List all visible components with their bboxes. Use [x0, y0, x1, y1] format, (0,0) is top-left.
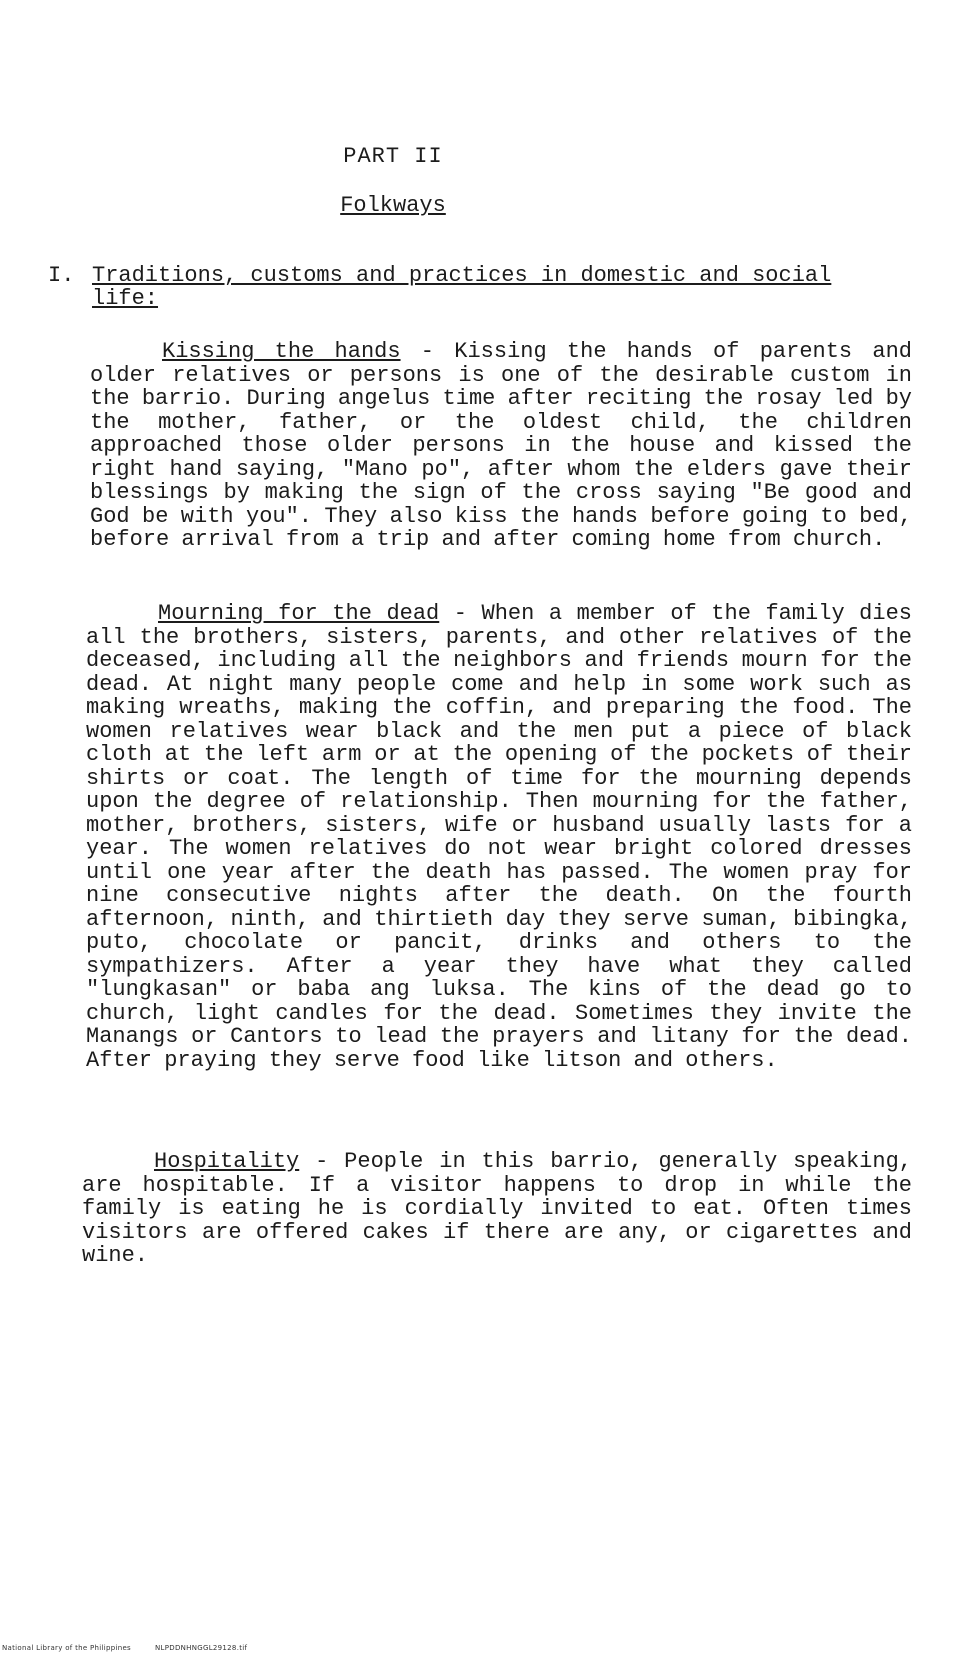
paragraph-lead: Kissing the hands [162, 339, 401, 364]
footer-library: National Library of the Philippines [2, 1644, 131, 1652]
paragraph-hospitality [82, 1150, 912, 1268]
section-title-folkways: Folkways [340, 193, 446, 218]
paragraph-kissing-hands [90, 340, 912, 552]
paragraph-text: - When a member of the family dies all the brothers, sisters, parents, and other relatives of the deceased, including all the neighbors and friends mourn for the dead. At night many people come and help in some work such as making wreaths, making the coffin, and preparing the food. The women relatives wear black and the men put a piece of black cloth at the left arm or at the opening of the pockets of their shirts or coat. The length of time for the mourning depends upon the degree of relationship. Then mourning for the father, mother, brothers, sisters, wife or husband usually lasts for a year. The women relatives do not wear bright colored dresses until one year after the death has passed. The women pray for nine consecutive nights after the death. On the fourth afternoon, ninth, and thirtieth day they serve suman, bibingka, puto, chocolate or pancit, drinks and others to the sympathizers. After a year they have what they called "lungkasan" or baba ang luksa. The kins of the dead go to church, light candles for the dead. Sometimes they invite the Manangs or Cantors to lead the prayers and litany for the dead. After praying they serve food like litson and others. [86, 601, 912, 1073]
section-number: I. [48, 263, 75, 288]
paragraph-text: - Kissing the hands of parents and older relatives or persons is one of the desirable custom in the barrio. During angelus time after reciting the rosay led by the mother, father, or the oldest child, the children approached those older persons in the house and kissed the right hand saying, "Mano po", after whom the elders gave their blessings by making the sign of the cross saying "Be good and God be with you". They also kiss the hands before going to bed, before arrival from a trip and after coming home from church. [90, 339, 912, 552]
paragraph-mourning [86, 602, 912, 1072]
part-title: PART II [343, 144, 443, 169]
scan-footer [2, 1644, 247, 1652]
section-heading: Traditions, customs and practices in domestic and social life: [92, 263, 832, 311]
paragraph-lead: Mourning for the dead [158, 601, 440, 626]
paragraph-text: - People in this barrio, generally speaking, are hospitable. If a visitor happens to drop in while the family is eating he is cordially invited to eat. Often times visitors are offered cakes if there are any, or cigarettes and wine. [82, 1149, 912, 1268]
paragraph-lead: Hospitality [154, 1149, 300, 1174]
footer-file: NLPDDNHNGGL29128.tif [155, 1644, 248, 1652]
